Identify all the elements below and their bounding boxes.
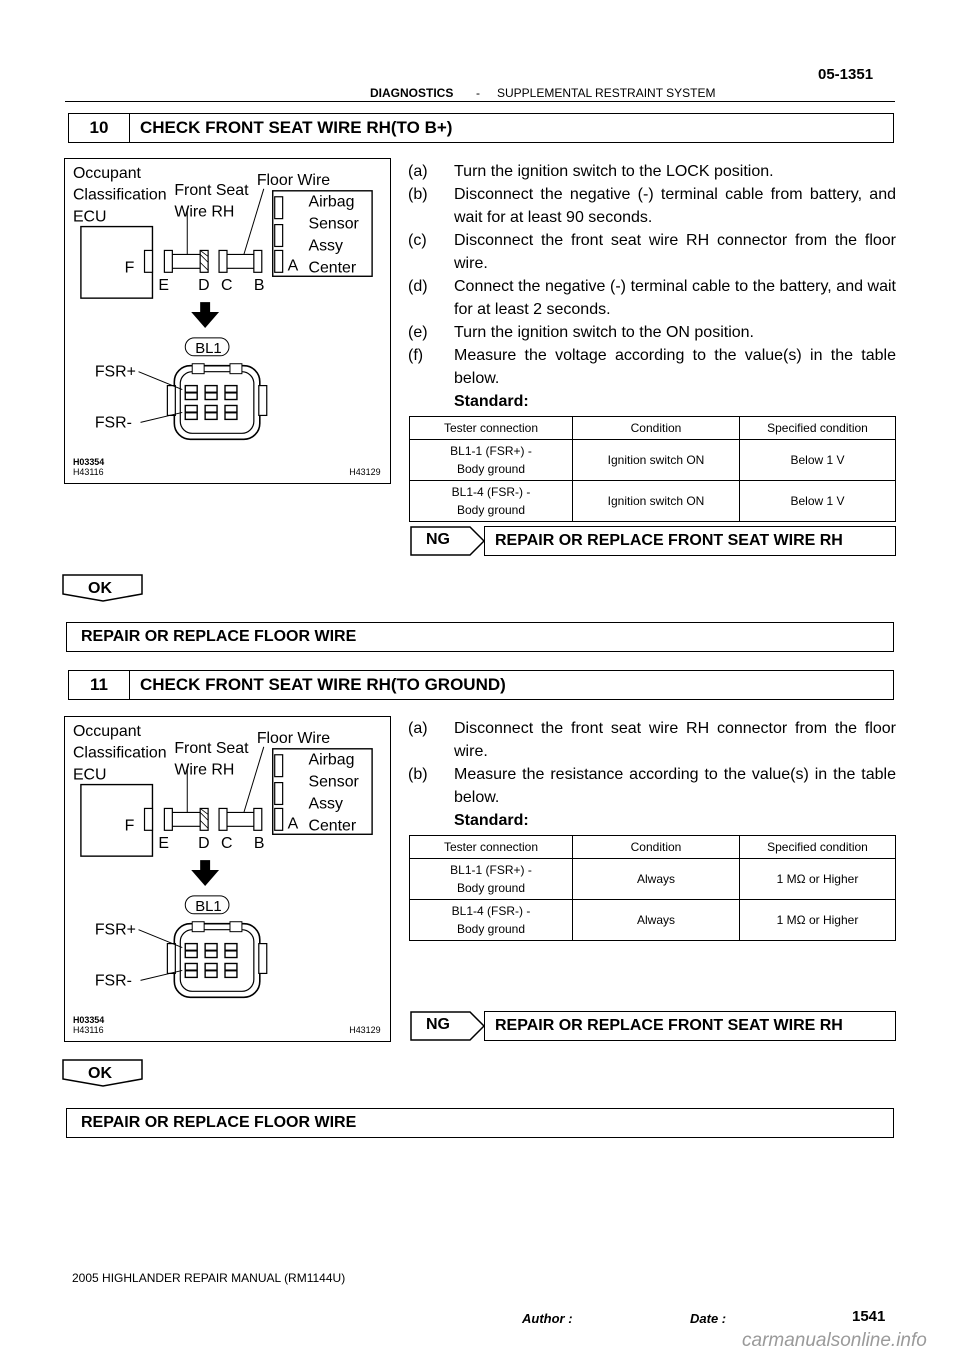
step-10-header <box>68 113 894 143</box>
cell-line: Body ground <box>456 881 526 895</box>
arrow-down-icon <box>191 870 219 886</box>
date-label: Date : <box>690 1311 727 1326</box>
step-number: 11 <box>69 671 130 699</box>
connector-diagram <box>64 158 391 484</box>
ng-action-box <box>484 526 896 556</box>
page-number: 1541 <box>852 1308 886 1325</box>
instruction-item <box>408 717 896 763</box>
ok-label: OK <box>88 1065 112 1082</box>
connector-f <box>145 250 153 272</box>
ok-action-11: REPAIR OR REPLACE FLOOR WIRE <box>66 1108 894 1138</box>
ok-action-10: REPAIR OR REPLACE FLOOR WIRE <box>66 622 894 652</box>
table-header: Tester connection <box>410 836 573 859</box>
connector-a <box>275 808 283 830</box>
airbag-connector <box>275 197 283 219</box>
connector-e <box>164 250 172 272</box>
figure-code-2: H43116 <box>72 1025 104 1036</box>
table-row <box>410 900 896 941</box>
airbag-label-line4: Center <box>308 817 357 835</box>
terminal-f-label: F <box>124 817 135 835</box>
airbag-connector <box>275 225 283 247</box>
table-row <box>410 481 896 522</box>
instruction-item <box>408 321 896 344</box>
instruction-label: (b) <box>408 186 428 203</box>
figure-code-1: H03354 <box>72 457 105 468</box>
section-title: DIAGNOSTICS <box>370 86 454 100</box>
fsr-minus-label: FSR- <box>94 972 132 990</box>
connector-f <box>145 808 153 830</box>
terminal-d-label: D <box>198 835 210 853</box>
ng-action: REPAIR OR REPLACE FRONT SEAT WIRE RH <box>495 531 843 549</box>
instruction-item <box>408 275 896 321</box>
connector-diagram <box>64 716 391 1042</box>
terminal-c-label: C <box>221 835 233 853</box>
connector-latch-right <box>259 386 267 416</box>
ng-label: NG <box>426 531 450 548</box>
connector-face <box>174 366 259 440</box>
ng-action: REPAIR OR REPLACE FRONT SEAT WIRE RH <box>495 1016 843 1034</box>
cell-line: BL1-4 (FSR-) - <box>451 485 531 499</box>
ecu-box <box>81 227 153 299</box>
terminal-a-label: A <box>287 815 299 833</box>
step-title: CHECK FRONT SEAT WIRE RH(TO GROUND) <box>140 675 506 694</box>
figure-code-3: H43129 <box>349 467 381 478</box>
connector-latch-left <box>167 944 175 974</box>
section-dash: - <box>476 86 480 100</box>
connector-key <box>230 922 242 932</box>
airbag-label-line1: Airbag <box>308 193 355 211</box>
instruction-text: Turn the ignition switch to the LOCK position. <box>454 163 774 180</box>
connector-latch-right <box>259 944 267 974</box>
instruction-text: Measure the resistance according to the value(s) in the table below. <box>454 766 896 806</box>
fsr-plus-label: FSR+ <box>94 363 136 381</box>
table-cell: Below 1 V <box>740 440 896 481</box>
airbag-connector <box>275 755 283 777</box>
table-row <box>410 859 896 900</box>
ecu-label-line2: Classification <box>72 186 167 204</box>
spec-table-11 <box>409 835 896 941</box>
header-rule <box>65 101 895 102</box>
instruction-label: (c) <box>408 232 427 249</box>
airbag-label-line2: Sensor <box>308 215 359 233</box>
author-label: Author : <box>522 1311 573 1326</box>
ng-label: NG <box>426 1016 450 1033</box>
connector-face <box>174 924 259 998</box>
instruction-item <box>408 229 896 275</box>
table-header: Condition <box>573 417 740 440</box>
fsr-minus-label: FSR- <box>94 414 132 432</box>
ecu-label-line3: ECU <box>72 766 107 784</box>
instruction-label: (a) <box>408 163 428 180</box>
table-cell <box>410 900 573 941</box>
ecu-box <box>81 785 153 857</box>
instruction-text: Connect the negative (-) terminal cable to the battery, and wait for at least 2 seconds. <box>454 278 896 318</box>
instruction-item <box>408 160 896 183</box>
ecu-label-line1: Occupant <box>72 722 141 740</box>
table-header: Specified condition <box>740 836 896 859</box>
terminal-f-label: F <box>124 259 135 277</box>
table-cell: Ignition switch ON <box>573 481 740 522</box>
ecu-label-line2: Classification <box>72 744 167 762</box>
instruction-label: (a) <box>408 720 428 737</box>
connector-b <box>254 808 262 830</box>
table-cell: 1 MΩ or Higher <box>740 900 896 941</box>
table-cell <box>410 859 573 900</box>
cell-line: Body ground <box>456 922 526 936</box>
connector-key <box>192 922 204 932</box>
instruction-text: Disconnect the front seat wire RH connector from the floor wire. <box>454 232 896 272</box>
terminal-b-label: B <box>253 277 265 295</box>
connector-b <box>254 250 262 272</box>
cell-line: Body ground <box>456 503 526 517</box>
instruction-label: (e) <box>408 324 428 341</box>
connector-a <box>275 250 283 272</box>
step-11-instructions <box>408 717 896 832</box>
instruction-item <box>408 183 896 229</box>
spec-table-10 <box>409 416 896 522</box>
cell-line: BL1-1 (FSR+) - <box>450 444 532 458</box>
instruction-item <box>408 344 896 390</box>
front-seat-label-line1: Front Seat <box>174 739 249 757</box>
table-cell <box>410 481 573 522</box>
airbag-connector <box>275 783 283 805</box>
terminal-a-label: A <box>287 257 299 275</box>
instruction-text: Disconnect the negative (-) terminal cable from battery, and wait for at least 90 seconds. <box>454 186 896 226</box>
airbag-label-line1: Airbag <box>308 751 355 769</box>
table-header: Tester connection <box>410 417 573 440</box>
table-row <box>410 440 896 481</box>
terminal-e-label: E <box>158 277 170 295</box>
figure-code-3: H43129 <box>349 1025 381 1036</box>
front-seat-label-line2: Wire RH <box>174 761 235 779</box>
standard-label: Standard: <box>454 393 529 410</box>
terminal-d-label: D <box>198 277 210 295</box>
page-code: 05-1351 <box>818 66 874 83</box>
table-cell <box>410 440 573 481</box>
connector-key <box>192 364 204 374</box>
front-seat-label-line1: Front Seat <box>174 181 249 199</box>
figure-code-2: H43116 <box>72 467 104 478</box>
watermark: carmanualsonline.info <box>742 1330 927 1351</box>
airbag-label-line4: Center <box>308 259 357 277</box>
instruction-text: Turn the ignition switch to the ON position. <box>454 324 754 341</box>
instruction-text: Disconnect the front seat wire RH connector from the floor wire. <box>454 720 896 760</box>
fsr-plus-label: FSR+ <box>94 921 136 939</box>
step-11-header <box>68 670 894 700</box>
connector-key <box>230 364 242 374</box>
instruction-text: Measure the voltage according to the value(s) in the table below. <box>454 347 896 387</box>
standard-label: Standard: <box>454 812 529 829</box>
bl1-label: BL1 <box>195 340 222 357</box>
floor-wire-label: Floor Wire <box>256 171 331 189</box>
step-title: CHECK FRONT SEAT WIRE RH(TO B+) <box>140 118 453 137</box>
airbag-label-line3: Assy <box>308 237 343 255</box>
table-header: Condition <box>573 836 740 859</box>
connector-e <box>164 808 172 830</box>
instruction-label: (d) <box>408 278 428 295</box>
terminal-b-label: B <box>253 835 265 853</box>
table-header-row <box>410 836 896 859</box>
airbag-label-line3: Assy <box>308 795 343 813</box>
cell-line: BL1-1 (FSR+) - <box>450 863 532 877</box>
floor-wire-label: Floor Wire <box>256 729 331 747</box>
airbag-label-line2: Sensor <box>308 773 359 791</box>
step-10-instructions <box>408 160 896 413</box>
table-cell: 1 MΩ or Higher <box>740 859 896 900</box>
cell-line: Body ground <box>456 462 526 476</box>
instruction-item <box>408 763 896 809</box>
table-cell: Below 1 V <box>740 481 896 522</box>
manual-reference: 2005 HIGHLANDER REPAIR MANUAL (RM1144U) <box>72 1271 346 1285</box>
connector-c <box>219 808 227 830</box>
ok-label: OK <box>88 580 112 597</box>
table-cell: Always <box>573 859 740 900</box>
ecu-label-line3: ECU <box>72 208 107 226</box>
cell-line: BL1-4 (FSR-) - <box>451 904 531 918</box>
figure-code-1: H03354 <box>72 1015 105 1026</box>
table-header-row <box>410 417 896 440</box>
table-cell: Ignition switch ON <box>573 440 740 481</box>
connector-c <box>219 250 227 272</box>
ng-action-box <box>484 1011 896 1041</box>
ecu-label-line1: Occupant <box>72 164 141 182</box>
table-header: Specified condition <box>740 417 896 440</box>
instruction-label: (f) <box>408 347 424 364</box>
table-cell: Always <box>573 900 740 941</box>
ng-result-11 <box>410 1011 896 1041</box>
step-number: 10 <box>69 114 130 142</box>
instruction-label: (b) <box>408 766 428 783</box>
subsection-title: SUPPLEMENTAL RESTRAINT SYSTEM <box>497 86 716 100</box>
bl1-label: BL1 <box>195 898 222 915</box>
arrow-down-icon <box>191 312 219 328</box>
ng-result-10 <box>410 526 896 556</box>
front-seat-label-line2: Wire RH <box>174 203 235 221</box>
terminal-c-label: C <box>221 277 233 295</box>
connector-latch-left <box>167 386 175 416</box>
terminal-e-label: E <box>158 835 170 853</box>
